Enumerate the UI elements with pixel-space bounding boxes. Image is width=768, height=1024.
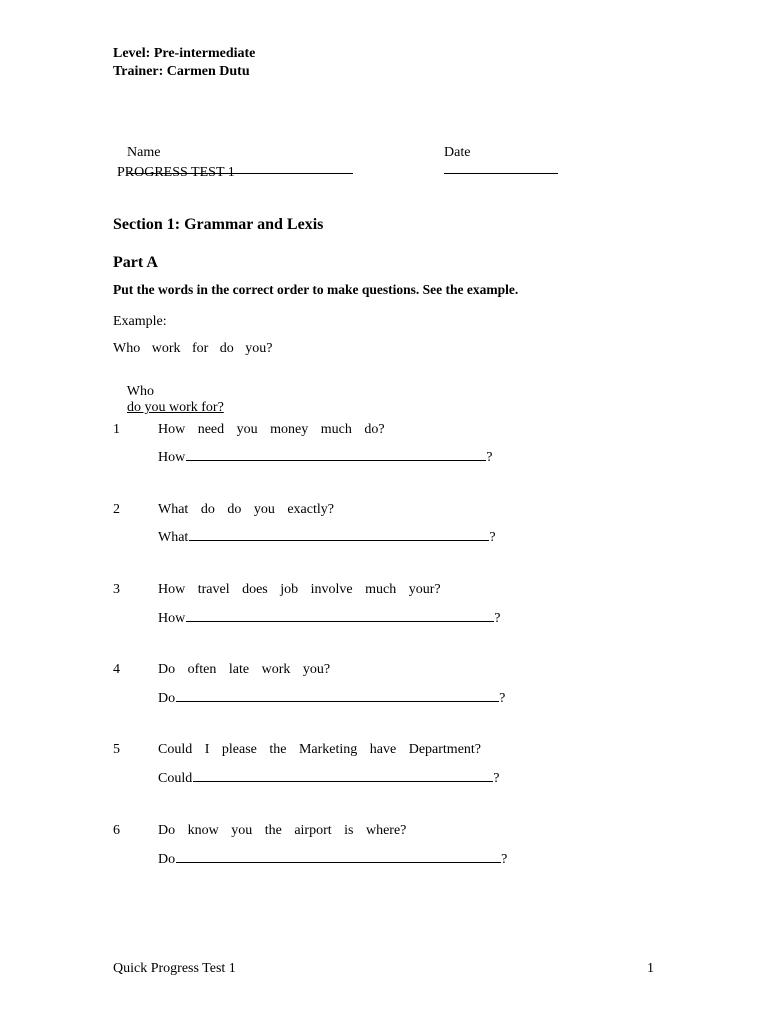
question-number: 2 [113,502,120,517]
answer-line[interactable] [158,609,500,627]
question-mark: ? [501,852,508,867]
question-mark: ? [489,530,496,545]
question-words: Could I please the Marketing have Department? [158,742,482,757]
level-line: Level: Pre-intermediate [113,46,256,61]
date-blank[interactable] [444,161,558,174]
answer-start: Could [158,771,193,786]
example-answer-rest: do you work for? [127,400,224,415]
name-field[interactable] [113,129,353,195]
section-heading: Section 1: Grammar and Lexis [113,216,324,233]
question-number: 3 [113,582,120,597]
answer-blank[interactable] [186,609,494,622]
answer-start: What [158,530,189,545]
test-title: PROGRESS TEST 1 [117,165,235,180]
answer-start: How [158,611,186,626]
name-label: Name [127,145,161,160]
answer-blank[interactable] [176,689,499,702]
question-mark: ? [499,691,506,706]
instructions: Put the words in the correct order to make questions. See the example. [113,282,519,297]
footer-title: Quick Progress Test 1 [113,961,236,976]
example-answer-start: Who [126,384,154,399]
question-mark: ? [494,611,501,626]
part-heading: Part A [113,254,158,271]
date-field[interactable] [430,129,558,195]
answer-blank[interactable] [186,448,486,461]
answer-start: Do [158,691,176,706]
question-number: 4 [113,662,120,677]
question-mark: ? [493,771,500,786]
question-words: What do do you exactly? [158,502,334,517]
answer-start: How [158,450,186,465]
question-words: Do often late work you? [158,662,331,677]
answer-line[interactable] [158,850,507,868]
answer-line[interactable] [158,528,496,546]
answer-line[interactable] [158,769,499,787]
date-label: Date [444,145,471,160]
question-number: 6 [113,823,120,838]
answer-blank[interactable] [193,769,493,782]
trainer-line: Trainer: Carmen Dutu [113,64,250,79]
example-label: Example: [113,314,167,329]
answer-blank[interactable] [189,528,489,541]
answer-blank[interactable] [176,850,501,863]
page-number: 1 [647,961,654,976]
question-number: 5 [113,742,120,757]
question-mark: ? [486,450,493,465]
question-number: 1 [113,422,120,437]
answer-line[interactable] [158,689,505,707]
question-words: How travel does job involve much your? [158,582,441,597]
answer-start: Do [158,852,176,867]
question-words: Do know you the airport is where? [158,823,407,838]
answer-line[interactable] [158,448,492,466]
example-words: Who work for do you? [113,341,273,356]
question-words: How need you money much do? [158,422,385,437]
